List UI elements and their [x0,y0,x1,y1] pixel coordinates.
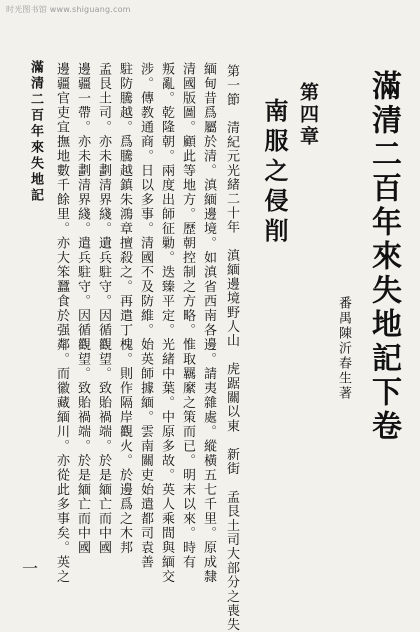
chapter-number: 第四章 [297,82,319,148]
author-line: 番禺陳沂春生著 [336,296,351,401]
running-footer: 滿清二百年來失地記 [28,60,43,204]
body-line-4: 涉。傳教通商。日以多事。清國不及防維。始英師據緬。雲南關吏始遣都司袁善 [138,62,153,570]
body-line-6: 孟艮土司。亦未劃清界綫。遺兵駐守。因循觀望。致貽禍端。於是緬亡而中國 [96,62,111,555]
body-line-2: 清國版圖。顧此等地方。歷朝控制之方略。惟取羈縻之策而已。明末以來。時有 [180,62,195,570]
body-line-7: 邊疆一帶。亦未劃清界綫。遣兵駐守。因循觀望。致貽禍端。於是緬亡而中國 [75,62,90,555]
section-heading: 第一節 清紀元光緒二十年 滇緬邊境野人山 虎踞關以東 新街 孟艮土司大部分之喪失 [224,64,239,632]
chapter-title: 南服之侵削 [260,98,289,248]
watermark: 时光图书馆 www.shiguang.com [6,5,131,14]
book-title: 滿清二百年來失地記下卷 [366,70,401,444]
body-line-3: 叛亂。乾隆朝。兩度出師征勦。迭臻平定。光緒中葉。中原多故。英人乘間與緬交 [159,62,174,584]
body-line-8: 邊疆官吏宜撫地數千餘里。亦大笨蠶食於强鄰。而徽藏緬川。亦從此多事矣。英之 [54,62,69,584]
body-line-1: 緬甸昔爲屬於清。滇緬邊境。如滇省西南各邊。請夷雜處。縱橫五七千里。原成隸 [201,62,216,584]
body-line-5: 駐防騰越。爲騰越鎮朱鴻章擅殺之。再遣丁槐。則作隔岸觀火。於邊爲之木邦 [117,62,132,555]
page-number: 一 [22,559,39,578]
